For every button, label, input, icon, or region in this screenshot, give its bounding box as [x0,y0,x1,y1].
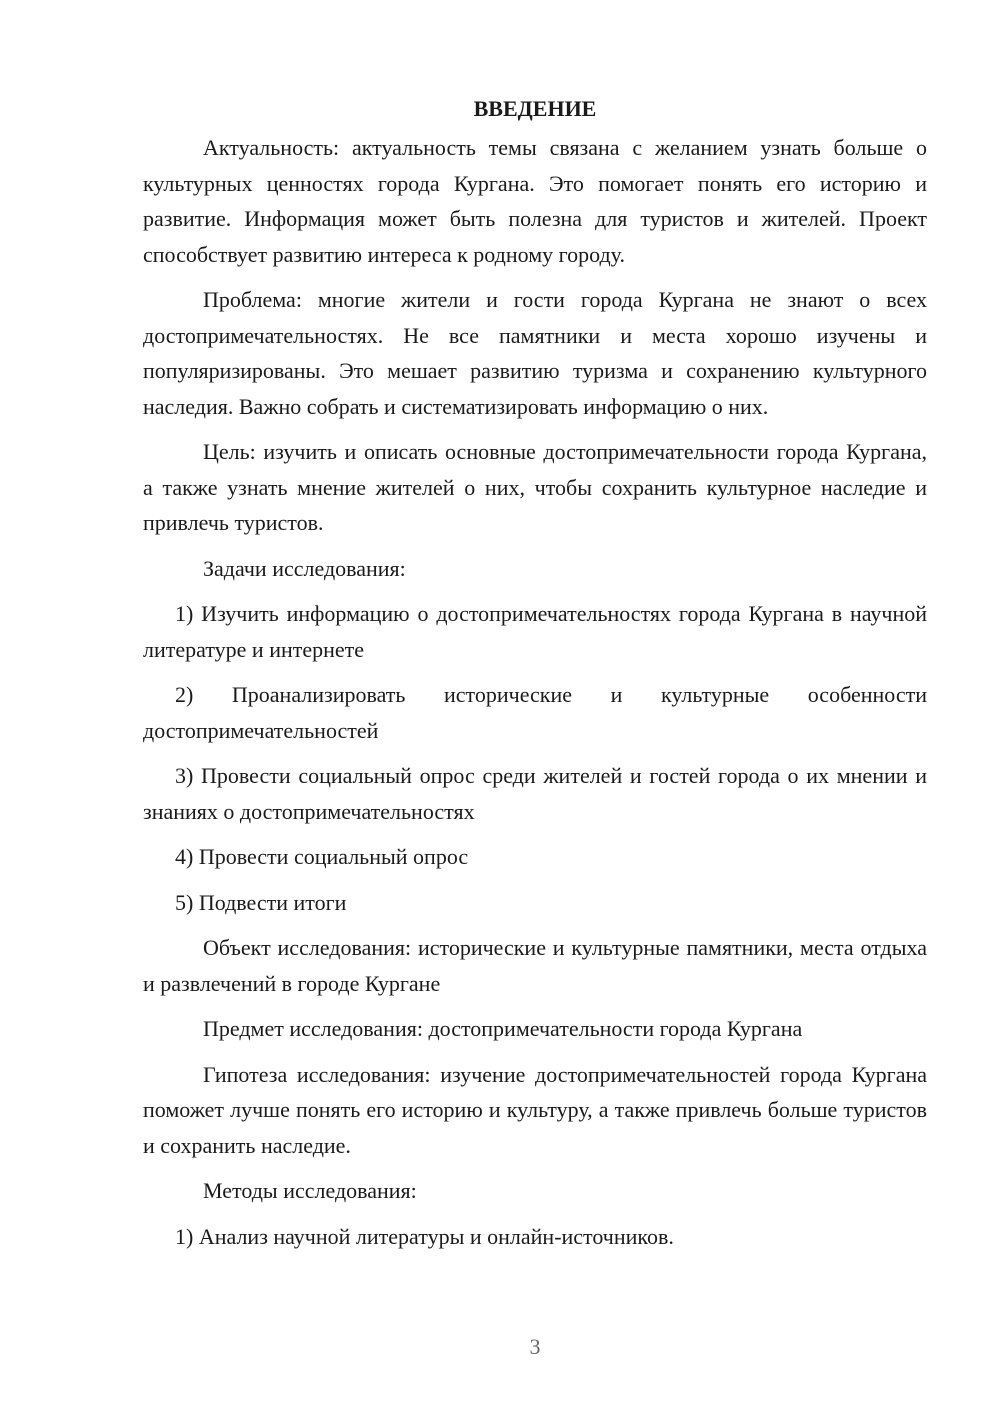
document-page [143,94,927,1264]
paragraph-subject: Предмет исследования: достопримечательности города Кургана [203,1016,803,1041]
paragraph-problem: Проблема: многие жители и гости города Кургана не знают о всех достопримечательностях. Не все памятники и места хорошо изучены и популяризированы. Это мешает развитию туризма и сохранению культурного наследия. Важно собрать и систематизировать информацию о них. [143,287,927,419]
paragraph-hypothesis: Гипотеза исследования: изучение достопримечательностей города Кургана поможет лучше понять его историю и культуру, а также привлечь больше туристов и сохранить наследие. [143,1061,927,1158]
paragraph-relevance: Актуальность: актуальность темы связана с желанием узнать больше о культурных ценностях города Кургана. Это помогает понять его историю и развитие. Информация может быть полезна для туристов и жителей. Проект способствует развитию интереса к родному городу. [143,135,927,267]
task-item-2: 2) Проанализировать исторические и культурные особенности достопримечательностей [143,682,927,743]
task-item-4: 4) Провести социальный опрос [175,844,469,869]
task-item-3: 3) Провести социальный опрос среди жителей и гостей города о их мнении и знаниях о достопримечательностях [143,763,927,824]
task-item-5: 5) Подвести итоги [175,889,347,915]
paragraph-goal: Цель: изучить и описать основные достопримечательности города Кургана, а также узнать мнение жителей о них, чтобы сохранить культурное наследие и привлечь туристов. [143,439,927,535]
paragraph-object: Объект исследования: исторические и культурные памятники, места отдыха и развлечений в городе Кургане [143,935,927,996]
section-title: ВВЕДЕНИЕ [473,96,597,121]
paragraph-methods-heading: Методы исследования: [203,1178,417,1203]
paragraph-tasks-heading: Задачи исследования: [203,555,406,581]
page-number: 3 [529,1334,541,1359]
method-item-1: 1) Анализ научной литературы и онлайн-источников. [175,1223,674,1249]
task-item-1: 1) Изучить информацию о достопримечательностях города Кургана в научной литературе и интернете [143,601,927,662]
